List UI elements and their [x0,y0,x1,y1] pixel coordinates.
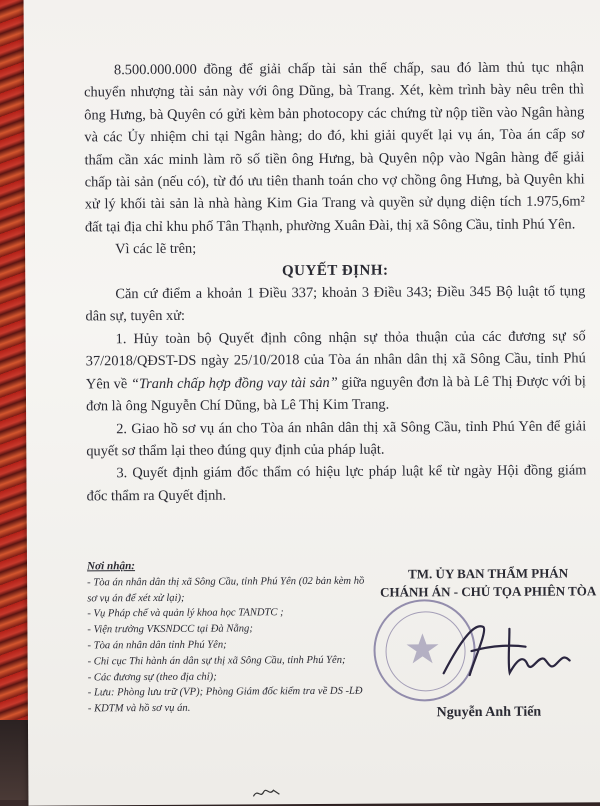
signature-title-line-1: TM. ỦY BAN THẨM PHÁN [408,565,569,582]
list-item: - Các đương sự (theo địa chỉ); [87,671,217,683]
list-item: - Chi cục Thi hành án dân sự thị xã Sông Cầu, tỉnh Phú Yên; [87,654,346,668]
signature-block [373,564,600,721]
list-item: - Lưu: Phòng lưu trữ (VP); Phòng Giám đốc kiểm tra về DS -LĐ - KDTM và hồ sơ vụ án. [87,686,363,715]
decision-item-1-text: 1. Hủy toàn bộ Quyết định công nhận sự thỏa thuận của các đương sự số 37/2018/QĐST-DS ngày 25/10/2018 của Tòa án nhân dân thị xã Sông Cầu, tỉnh Phú Yên về [85,328,586,393]
list-item: - Vụ Pháp chế và quản lý khoa học TANDTC ; [87,607,284,620]
decision-item-3: 3. Quyết định giám đốc thẩm có hiệu lực pháp luật kể từ ngày Hội đồng giám đốc thẩm ra Quyết định. [86,462,587,505]
document-body [84,56,587,507]
recipients-list [87,573,368,717]
recipients-block [87,558,368,718]
legal-basis: Căn cứ điểm a khoản 1 Điều 337; khoản 3 Điều 343; Điều 345 Bộ luật tố tụng dân sự, tuyên xử: [85,283,586,325]
signature-title-line-2: CHÁNH ÁN - CHỦ TỌA PHIÊN TÒA [380,583,597,600]
body-paragraph: Vì các lẽ trên; [115,240,197,258]
recipients-label: Nơi nhận: [86,560,136,573]
decision-item-1 [86,325,587,418]
list-item: - Tòa án nhân dân tỉnh Phú Yên; [87,639,227,652]
body-paragraph: 8.500.000.000 đồng để giải chấp tài sản thế chấp, sau đó làm thủ tục nhận chuyển nhượng tài sản này với ông Dũng, bà Trang. Xét, kèm trình bày nêu trên thì ông Hưng, bà Quyên có gửi kèm bản photocopy các chứng từ nộp tiền vào Ngân hàng và các Ủy nhiệm chi tại Ngân hàng; do đó, khi giải quyết lại vụ án, Tòa án cấp sơ thẩm cần xác minh làm rõ số tiền ông Hưng, bà Quyên nộp vào Ngân hàng để giải chấp tài sản (nếu có), từ đó ưu tiên thanh toán cho vợ chồng ông Hưng, bà Quyên khi xử lý khối tài sản là nhà hàng Kim Gia Trang và quyền sử dụng diện tích 1.975,6m² đất tại địa chỉ khu phố Tân Thạnh, phường Xuân Đài, thị xã Sông Cầu, tỉnh Phú Yên. [84,59,585,236]
decision-heading: QUYẾT ĐỊNH: [281,262,389,279]
decision-item-1-text-end: giữa nguyên đơn là bà Lê Thị Được với bị đơn là ông Nguyễn Chí Dũng, bà Lê Thị Kim Trang. [85,373,586,415]
list-item: - Viện trưởng VKSNDCC tại Đà Nẵng; [87,623,253,636]
handwritten-signature [413,614,593,685]
signer-name: Nguyễn Anh Tiến [436,704,542,721]
footer-section [87,556,598,789]
list-item: - Tòa án nhân dân thị xã Sông Cầu, tỉnh Phú Yên (02 bản kèm hồ sơ vụ án để xét xử lại); [87,575,365,604]
dispute-title: “Tranh chấp hợp đồng vay tài sản” [130,374,338,392]
initials-mark [251,786,281,800]
decision-item-2: 2. Giao hồ sơ vụ án cho Tòa án nhân dân thị xã Sông Cầu, tỉnh Phú Yên để giải quyết sơ thẩm lại theo đúng quy định của pháp luật. [86,417,587,460]
document-page [24,0,600,806]
